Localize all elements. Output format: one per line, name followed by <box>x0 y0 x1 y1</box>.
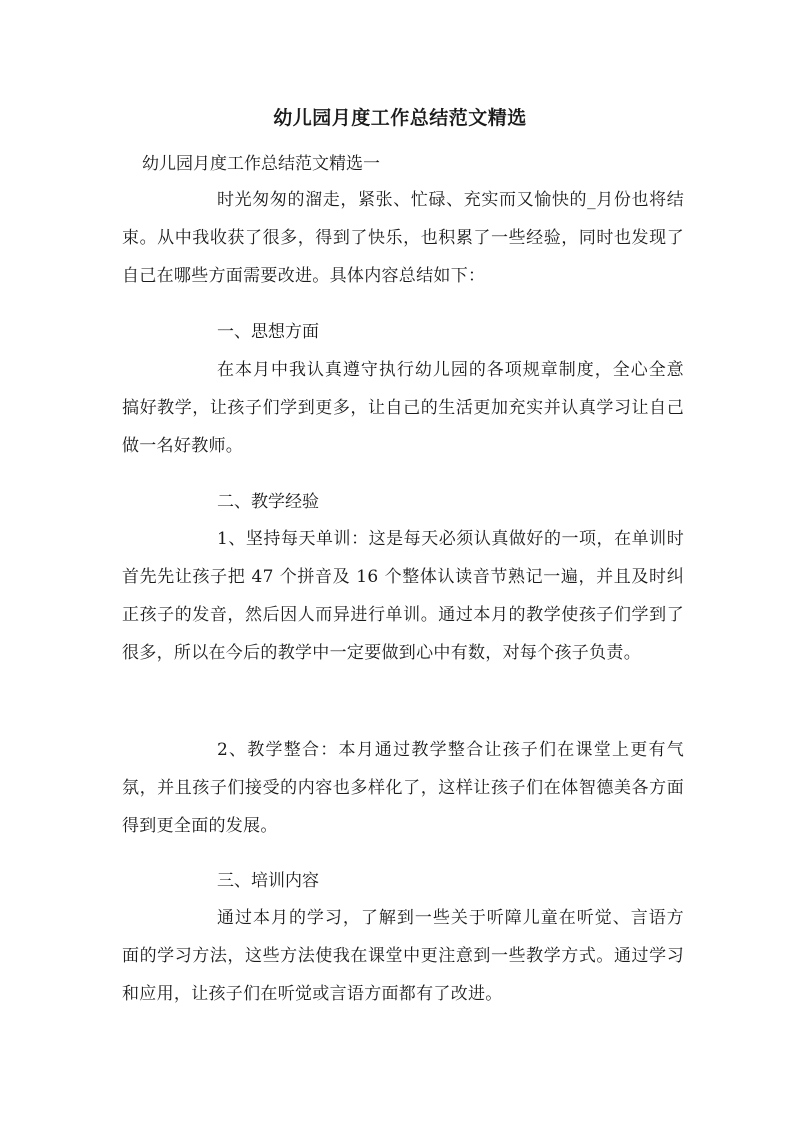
section-heading-training: 三、培训内容 <box>217 871 319 891</box>
section-heading-teaching: 二、教学经验 <box>217 492 319 512</box>
intro-paragraph: 时光匆匆的溜走，紧张、忙碌、充实而又愉快的_月份也将结束。从中我收获了很多，得到了快乐，也积累了一些经验，同时也发现了自己在哪些方面需要改进。具体内容总结如下： <box>122 190 684 286</box>
section-thought-paragraph: 在本月中我认真遵守执行幼儿园的各项规章制度，全心全意搞好教学，让孩子们学到更多，让自己的生活更加充实并认真学习让自己做一名好教师。 <box>122 360 684 456</box>
document-subtitle: 幼儿园月度工作总结范文精选一 <box>142 154 380 174</box>
teaching-item-daily-training: 1、坚持每天单训：这是每天必须认真做好的一项，在单训时首先先让孩子把 47 个拼音及 16 个整体认读音节熟记一遍，并且及时纠正孩子的发音，然后因人而异进行单训。通过本月的教学使孩子们学到了很多，所以在今后的教学中一定要做到心中有数，对每个孩子负责。 <box>122 529 684 663</box>
section-training-paragraph: 通过本月的学习，了解到一些关于听障儿童在听觉、言语方面的学习方法，这些方法使我在课堂中更注意到一些教学方式。通过学习和应用，让孩子们在听觉或言语方面都有了改进。 <box>122 908 684 1004</box>
section-heading-thought: 一、思想方面 <box>217 322 319 342</box>
document-title: 幼儿园月度工作总结范文精选 <box>273 107 527 129</box>
teaching-item-integration: 2、教学整合：本月通过教学整合让孩子们在课堂上更有气氛，并且孩子们接受的内容也多样化了，这样让孩子们在体智德美各方面得到更全面的发展。 <box>122 740 684 836</box>
